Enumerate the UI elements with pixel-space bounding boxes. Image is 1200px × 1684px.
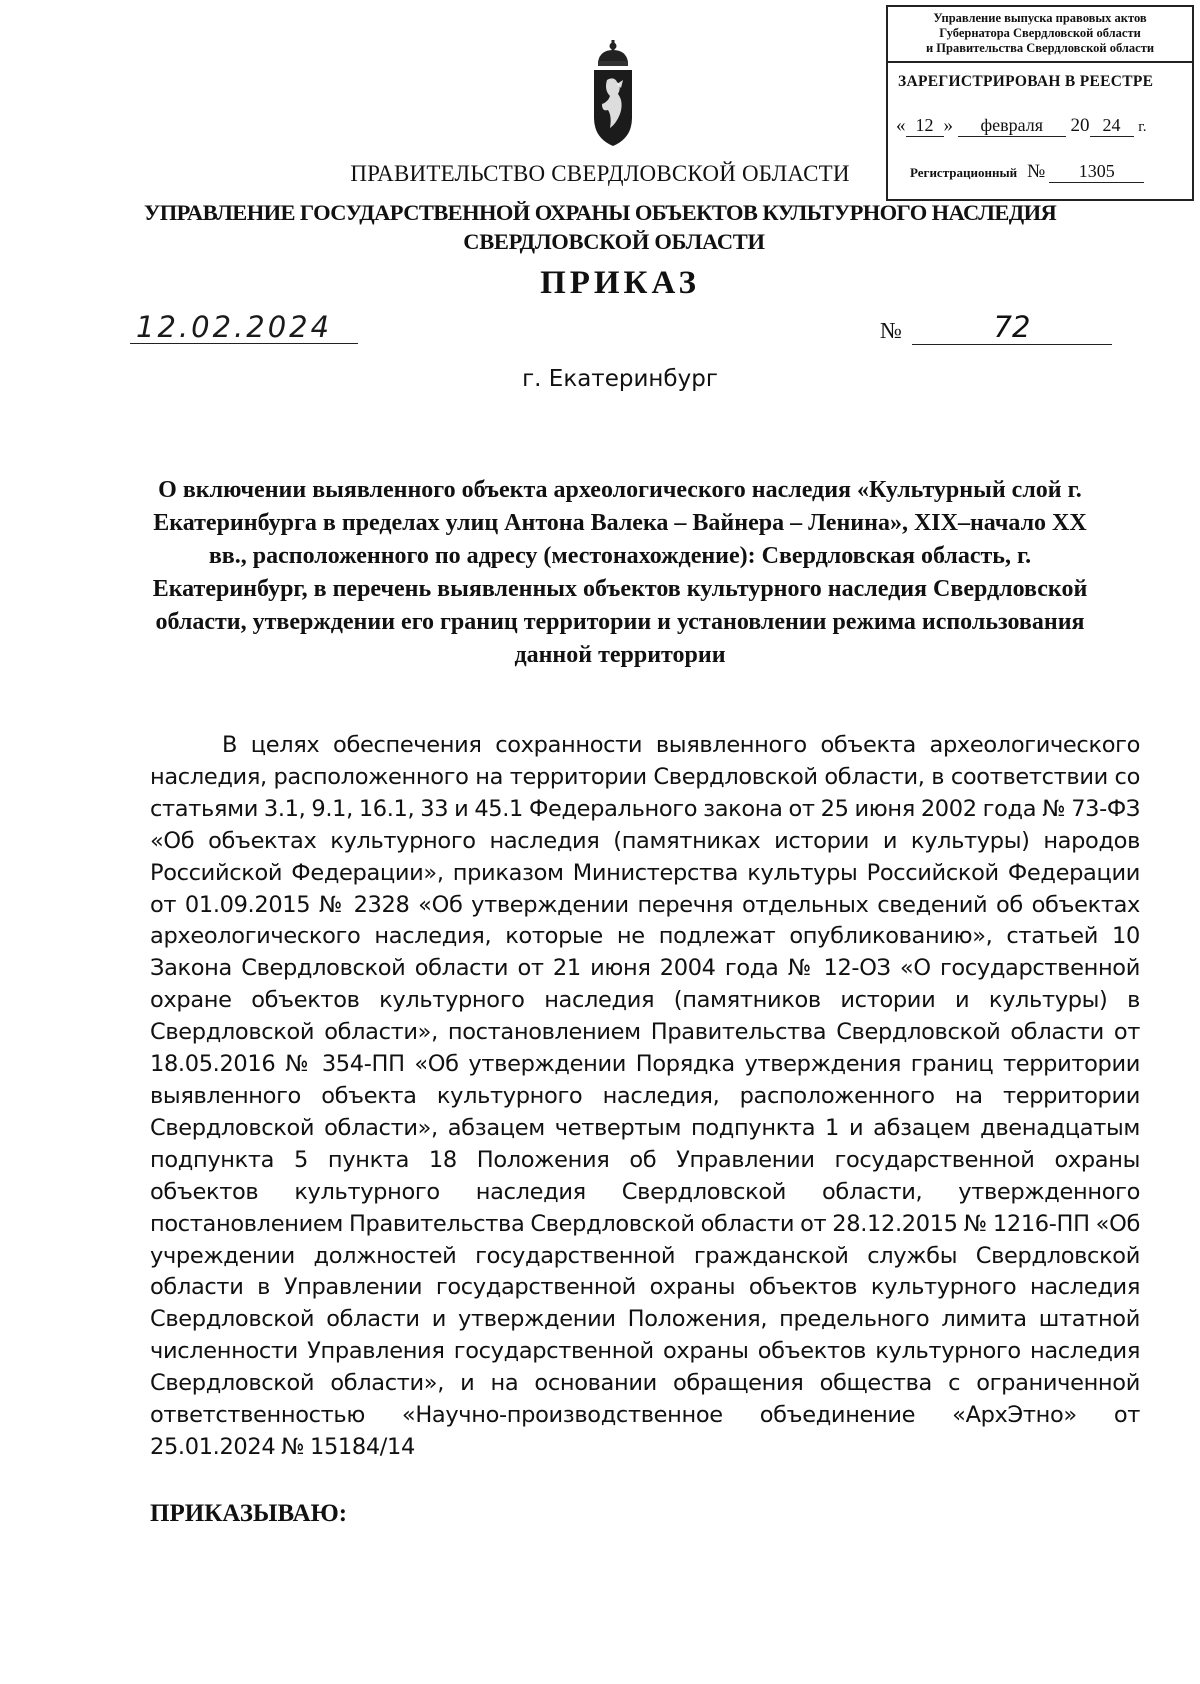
stamp-year-suffix: 24 [1090,115,1134,137]
stamp-reg-number: 1305 [1049,161,1144,183]
stamp-day: 12 [906,115,944,137]
stamp-close-quote: » [943,115,953,136]
stamp-title: ЗАРЕГИСТРИРОВАН В РЕЕСТРЕ [898,73,1154,90]
stamp-header [888,7,1192,63]
document-type: ПРИКАЗ [540,265,700,301]
order-no-sign: № [880,318,902,343]
stamp-year-prefix: 20 [1070,115,1090,136]
order-number-handwritten: 72 [912,310,1112,345]
order-body-paragraph: В целях обеспечения сохранности выявленного объекта археологического наследия, расположенного на территории Свердловской области, в соответствии со статьями 3.1, 9.1, 16.1, 33 и 45.1 Федерального закона от 25 июня 2002 года № 73-ФЗ «Об объектах культурного наследия (памятниках истории и культуры) народов Российской Федерации», приказом Министерства культуры Российской Федерации от 01.09.2015 № 2328 «Об утверждении перечня отдельных сведений об объектах археологического наследия, которые не подлежат опубликованию», статьей 10 Закона Свердловской области от 21 июня 2004 года № 12-ОЗ «О государственной охране объектов культурного наследия (памятников истории и культуры) в Свердловской области», постановлением Правительства Свердловской области от 18.05.2016 № 354-ПП «Об утверждении Порядка утверждения границ территории выявленного объекта культурного наследия, расположенного на территории Свердловской области», абзацем четвертым подпункта 1 и абзацем двенадцатым подпункта 5 пункта 18 Положения об Управлении государственной охраны объектов культурного наследия Свердловской области, утвержденного постановлением Правительства Свердловской области от 28.12.2015 № 1216-ПП «Об учреждении должностей государственной гражданской службы Свердловской области в Управлении государственной охраны объектов культурного наследия Свердловской области и утверждении Положения, предельного лимита штатной численности Управления государственной охраны объектов культурного наследия Свердловской области», и на основании обращения общества с ограниченной ответственностью «Научно-производственное объединение «АрхЭтно» от 25.01.2024 № 15184/14 [150,732,1140,1460]
coat-of-arms-icon [588,40,638,150]
stamp-date [896,115,1146,137]
stamp-open-quote: « [896,115,906,136]
department-name-line2: СВЕРДЛОВСКОЙ ОБЛАСТИ [463,229,765,254]
stamp-no-sign: № [1027,161,1046,182]
order-command: ПРИКАЗЫВАЮ: [150,1500,348,1527]
government-name: ПРАВИТЕЛЬСТВО СВЕРДЛОВСКОЙ ОБЛАСТИ [350,161,850,186]
order-subject: О включении выявленного объекта археологического наследия «Культурный слой г. Екатеринбурга в пределах улиц Антона Валека – Вайнера – Ленина», XIX–начало XX вв., расположенного по адресу (местонахождение): Свердловская область, г. Екатеринбург, в перечень выявленных объектов культурного наследия Свердловской области, утверждении его границ территории и установлении режима использования данной территории [152,477,1088,668]
stamp-header-line: Губернатора Свердловской области [939,26,1141,40]
order-city: г. Екатеринбург [522,366,718,392]
department-name-line1: УПРАВЛЕНИЕ ГОСУДАРСТВЕННОЙ ОХРАНЫ ОБЪЕКТОВ КУЛЬТУРНОГО НАСЛЕДИЯ [143,200,1057,225]
stamp-year-abbr: г. [1138,119,1147,135]
stamp-header-line: и Правительства Свердловской области [925,41,1155,55]
stamp-header-line: Управление выпуска правовых актов [933,11,1147,25]
stamp-month: февраля [958,115,1066,137]
order-date-handwritten: 12.02.2024 [130,310,358,344]
stamp-reg-label: Регистрационный [910,165,1018,180]
